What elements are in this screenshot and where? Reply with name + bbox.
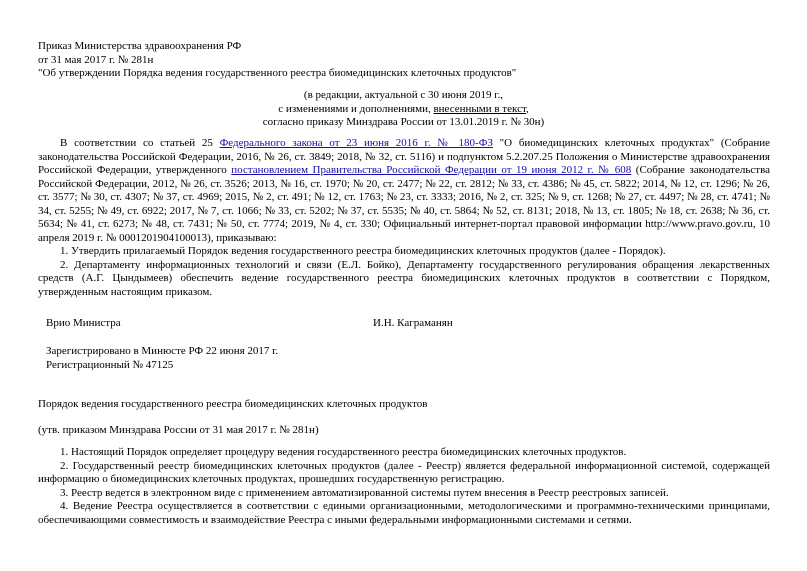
order-body [38,137,770,299]
header-line-2: от 31 мая 2017 г. № 281н [38,53,154,66]
document-header [38,40,516,81]
preamble-text-3: (Собрание законодательства Российской Федерации, 2012, № 26, ст. 3526; 2013, № 16, ст. 1970; № 20, ст. 2477; № 22, ст. 2812; № 33, ст. 4386; № 45, ст. 5822; 2014, № 12, ст. 1296; № 26, ст. 3577; № 30, ст. 4307; № 37, ст. 4969; 2015, № 2, ст. 491; № 12, ст. 1763; № 23, ст. 3333; 2016, № 2, ст. 325; № 9, ст. 1268; № 27, ст. 4497; № 28, ст. 4741; № 34, ст. 5255; № 49, ст. 6922; 2017, № 7, ст. 1066; № 33, ст. 5202; № 37, ст. 5535; № 40, ст. 5864; № 52, ст. 8131; 2018, № 13, ст. 1805; № 18, ст. 2638; № 36, ст. 5634; № 41, ст. 6273; № 48, ст. 7431; № 50, ст. 7774; 2019, № 4, ст. 330; Официальный интернет-портал правовой информации http://www.pravo.gov.ru, 10 апреля 2019 г. № 0001201904100013), приказываю: [38,164,770,244]
procedure-item-2: 2. Государственный реестр биомедицинских клеточных продуктов (далее - Реестр) является федеральной информационной системой, содержащей информацию о биомедицинских клеточных продуктах, прошедших государственную регистрацию. [38,459,770,485]
registration-line-2: Регистрационный № 47125 [46,358,174,371]
registration-line-1: Зарегистрировано в Минюсте РФ 22 июня 2017 г. [46,345,279,357]
signature-name: И.Н. Каграманян [373,317,453,329]
signature-position: Врио Министра [46,317,121,329]
edition-line-1: (в редакции, актуальной с 30 июня 2019 г., [303,89,504,101]
procedure-body [38,446,770,527]
registration-block [46,345,278,372]
federal-law-link[interactable]: Федерального закона от 23 июня 2016 г. № 180-ФЗ [219,137,493,149]
procedure-item-4: 4. Ведение Реестра осуществляется в соответствии с едиными организационными, методологическими и программно-техническими принципами, обеспечивающими совместимость и взаимодействие Реестра с иными федеральными информационными системами и сетями. [38,500,770,526]
order-item-2: 2. Департаменту информационных технологий и связи (Е.Л. Бойко), Департаменту государственного регулирования обращения лекарственных средств (А.Г. Цындымеев) обеспечить ведение государственного реестра биомедицинских клеточных продуктов в соответствии с Порядком, утвержденным настоящим приказом. [38,258,770,298]
procedure-item-3: 3. Реестр ведется в электронном виде с применением автоматизированной системы путем внесения в Реестр реестровых записей. [60,486,669,499]
edition-note [0,89,807,130]
procedure-title: Порядок ведения государственного реестра биомедицинских клеточных продуктов [38,398,428,410]
edition-line-3: согласно приказу Минздрава России от 13.01.2019 г. № 30н) [262,116,545,128]
procedure-item-1: 1. Настоящий Порядок определяет процедуру ведения государственного реестра биомедицинских клеточных продуктов. [60,446,627,458]
preamble-text-2: "О биомедицинских клеточных продуктах" (Собрание законодательства Российской Федерации, 2016, № 26, ст. 3849; 2018, № 32, ст. 5116) и подпунктом 5.2.207.25 Положения о Министерстве здравоохранения Российской Федерации, утвержденного [38,137,770,176]
amendments-link[interactable]: внесенными в текст [433,102,526,115]
header-line-3: "Об утверждении Порядка ведения государственного реестра биомедицинских клеточных продуктов" [38,67,517,79]
government-decree-link[interactable]: постановлением Правительства Российской Федерации от 19 июня 2012 г. № 608 [231,164,632,176]
edition-line-2-pre: с изменениями и дополнениями, [278,102,434,115]
order-item-1: 1. Утвердить прилагаемый Порядок ведения государственного реестра биомедицинских клеточных продуктов (далее - Порядок). [60,245,666,257]
edition-line-2-post: , [525,102,529,115]
preamble-text-1: В соответствии со статьей 25 [60,137,220,149]
preamble-paragraph [38,137,770,245]
signature-block [46,317,746,331]
header-line-1: Приказ Министерства здравоохранения РФ [38,40,242,52]
edition-line-2 [0,103,807,117]
procedure-approval-note: (утв. приказом Минздрава России от 31 мая 2017 г. № 281н) [38,424,319,436]
